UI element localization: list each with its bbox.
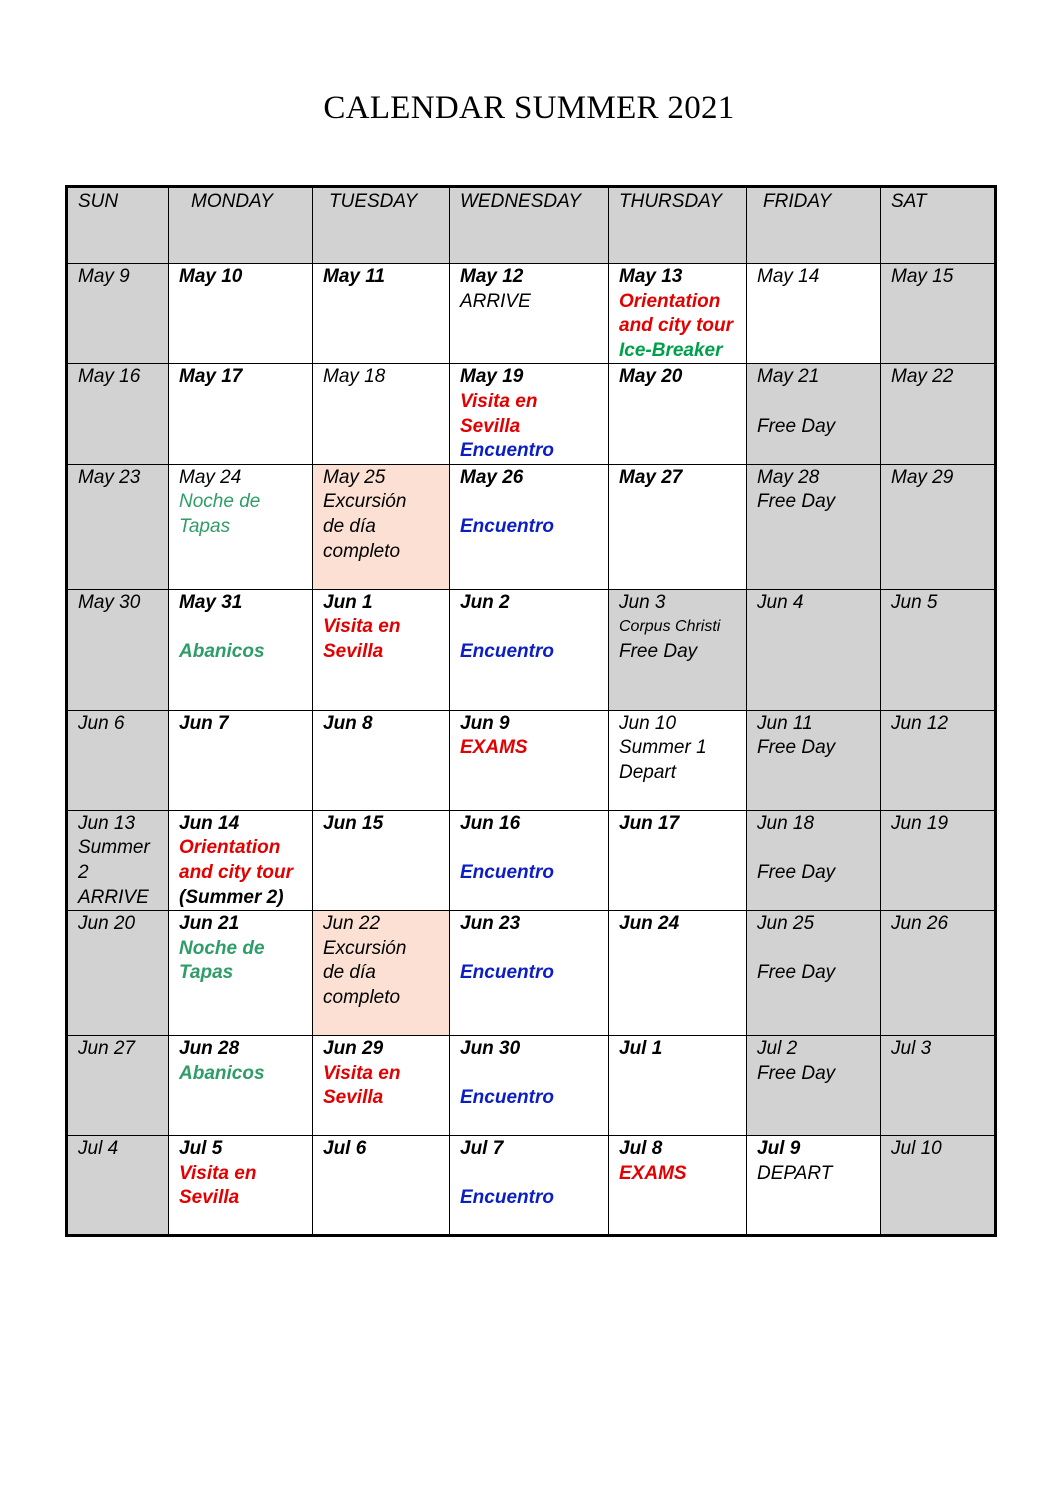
- event-text: Free Day: [619, 640, 698, 662]
- day-cell: [450, 911, 609, 1036]
- day-cell: [881, 810, 996, 910]
- day-date: Jul 1: [619, 1038, 663, 1060]
- spacer: [757, 836, 870, 861]
- day-date: Jun 16: [460, 812, 521, 834]
- spacer: [460, 615, 598, 640]
- event-text: Free Day: [757, 415, 836, 437]
- event-text: Encuentro: [460, 1187, 554, 1209]
- header-sun: [67, 187, 169, 264]
- day-date: Jun 5: [891, 591, 938, 613]
- day-date: May 16: [78, 366, 141, 388]
- day-date: Jun 15: [323, 812, 384, 834]
- day-date: Jun 12: [891, 712, 949, 734]
- day-date: Jul 6: [323, 1138, 367, 1160]
- day-cell: [747, 364, 881, 464]
- day-cell: [747, 264, 881, 364]
- week-row: [67, 364, 996, 464]
- day-date: Jun 3: [619, 591, 666, 613]
- event-text: (Summer 2): [179, 886, 284, 908]
- day-cell: [313, 710, 450, 810]
- day-cell: [881, 464, 996, 589]
- day-date: May 14: [757, 266, 820, 287]
- day-cell: [67, 911, 169, 1036]
- day-date: May 27: [619, 466, 683, 488]
- day-date: May 22: [891, 366, 954, 388]
- event-text: ARRIVE: [78, 886, 149, 908]
- day-cell: [747, 464, 881, 589]
- day-date: May 10: [179, 266, 243, 287]
- day-date: Jul 7: [460, 1138, 504, 1160]
- day-date: Jun 1: [323, 591, 373, 613]
- day-cell: [881, 364, 996, 464]
- day-cell: [67, 464, 169, 589]
- day-date: May 17: [179, 366, 243, 388]
- event-text: Noche de: [179, 937, 265, 959]
- spacer: [757, 390, 870, 415]
- event-text: Visita en: [460, 390, 538, 412]
- event-text: Sevilla: [323, 640, 384, 662]
- day-cell: [881, 911, 996, 1036]
- day-cell: [609, 810, 747, 910]
- day-date: May 19: [460, 366, 524, 388]
- header-friday: [747, 187, 881, 264]
- event-text: Orientation: [619, 290, 721, 312]
- day-date: Jun 28: [179, 1038, 240, 1060]
- day-cell: [609, 589, 747, 710]
- event-text: Encuentro: [460, 640, 554, 662]
- week-row: [67, 1036, 996, 1136]
- day-cell: [450, 364, 609, 464]
- day-cell: [169, 1036, 313, 1136]
- calendar-body: [67, 264, 996, 1236]
- event-text: Encuentro: [460, 515, 554, 537]
- event-text: 2: [78, 861, 89, 883]
- event-text: Depart: [619, 761, 677, 783]
- spacer: [460, 937, 598, 962]
- day-date: May 11: [323, 266, 385, 287]
- event-text: Sevilla: [460, 415, 521, 437]
- spacer: [460, 836, 598, 861]
- day-cell: [169, 810, 313, 910]
- header-thursday: [609, 187, 747, 264]
- day-date: May 28: [757, 466, 820, 488]
- event-text: Visita en: [323, 616, 401, 638]
- event-text: Encuentro: [460, 962, 554, 984]
- event-text: de día: [323, 962, 376, 984]
- day-cell: [67, 364, 169, 464]
- day-cell: [67, 710, 169, 810]
- day-cell: [169, 364, 313, 464]
- header-label: THURSDAY: [619, 191, 723, 212]
- day-date: May 9: [78, 266, 130, 287]
- day-cell: [747, 710, 881, 810]
- day-cell: [881, 710, 996, 810]
- day-date: May 26: [460, 466, 524, 488]
- header-monday: [169, 187, 313, 264]
- event-text: Abanicos: [179, 1062, 265, 1084]
- header-row: [67, 187, 996, 264]
- event-text: Ice-Breaker: [619, 339, 723, 361]
- event-text: Abanicos: [179, 640, 265, 662]
- day-date: May 23: [78, 466, 141, 488]
- week-row: [67, 710, 996, 810]
- header-label: MONDAY: [191, 191, 273, 212]
- day-cell: [313, 464, 450, 589]
- day-cell: [67, 810, 169, 910]
- day-cell: [67, 589, 169, 710]
- day-date: Jun 2: [460, 591, 510, 613]
- day-cell: [169, 589, 313, 710]
- event-text: Noche de: [179, 491, 261, 513]
- day-cell: [313, 1036, 450, 1136]
- spacer: [757, 937, 870, 962]
- event-text: Encuentro: [460, 861, 554, 883]
- day-date: Jul 2: [757, 1038, 798, 1060]
- header-label: WEDNESDAY: [460, 191, 582, 212]
- event-text: DEPART: [757, 1162, 833, 1184]
- day-date: May 13: [619, 266, 683, 287]
- day-date: Jun 13: [78, 812, 136, 834]
- week-row: [67, 264, 996, 364]
- event-text: Tapas: [179, 962, 234, 984]
- day-cell: [450, 1136, 609, 1236]
- day-date: Jun 19: [891, 812, 949, 834]
- day-cell: [313, 364, 450, 464]
- day-cell: [609, 710, 747, 810]
- event-text: Free Day: [757, 491, 836, 513]
- event-text: EXAMS: [460, 737, 528, 759]
- week-row: [67, 464, 996, 589]
- day-date: Jun 30: [460, 1038, 521, 1060]
- event-text: and city tour: [179, 861, 294, 883]
- day-cell: [881, 264, 996, 364]
- event-text: EXAMS: [619, 1162, 687, 1184]
- day-date: Jun 9: [460, 712, 510, 734]
- day-date: May 31: [179, 591, 243, 613]
- day-date: Jun 8: [323, 712, 373, 734]
- header-tuesday: [313, 187, 450, 264]
- day-date: May 21: [757, 366, 820, 388]
- event-text: Tapas: [179, 515, 231, 537]
- day-cell: [747, 911, 881, 1036]
- day-date: Jun 20: [78, 913, 136, 935]
- day-date: May 18: [323, 366, 386, 388]
- event-text: Summer: [78, 837, 150, 859]
- day-date: Jun 29: [323, 1038, 384, 1060]
- event-text: Visita en: [323, 1062, 401, 1084]
- header-label: SUN: [78, 191, 119, 212]
- day-date: Jul 4: [78, 1138, 119, 1160]
- event-text: Corpus Christi: [619, 618, 721, 636]
- day-date: May 30: [78, 591, 141, 613]
- day-date: Jun 6: [78, 712, 125, 734]
- day-cell: [450, 810, 609, 910]
- week-row: [67, 589, 996, 710]
- day-date: Jun 27: [78, 1038, 136, 1060]
- spacer: [179, 615, 302, 640]
- day-date: Jun 21: [179, 913, 240, 935]
- day-cell: [450, 710, 609, 810]
- day-cell: [313, 911, 450, 1036]
- day-date: Jun 23: [460, 913, 521, 935]
- header-label: TUESDAY: [329, 191, 418, 212]
- day-cell: [450, 264, 609, 364]
- week-row: [67, 911, 996, 1036]
- header-sat: [881, 187, 996, 264]
- event-text: Free Day: [757, 861, 836, 883]
- day-date: Jul 5: [179, 1138, 223, 1160]
- day-date: Jun 22: [323, 913, 381, 935]
- day-cell: [313, 1136, 450, 1236]
- day-cell: [881, 1136, 996, 1236]
- event-text: Free Day: [757, 1062, 836, 1084]
- day-cell: [747, 589, 881, 710]
- spacer: [460, 1062, 598, 1087]
- day-cell: [747, 1036, 881, 1136]
- day-cell: [609, 1136, 747, 1236]
- day-date: Jun 11: [757, 712, 813, 734]
- day-date: May 20: [619, 366, 683, 388]
- event-text: Encuentro: [460, 440, 554, 462]
- day-date: Jun 4: [757, 591, 804, 613]
- day-date: May 29: [891, 466, 954, 488]
- day-cell: [747, 1136, 881, 1236]
- day-cell: [609, 464, 747, 589]
- day-date: Jun 14: [179, 812, 240, 834]
- day-cell: [67, 1136, 169, 1236]
- day-cell: [67, 264, 169, 364]
- event-text: Summer 1: [619, 737, 707, 759]
- day-date: Jul 9: [757, 1138, 801, 1160]
- day-date: May 12: [460, 266, 524, 287]
- header-wednesday: [450, 187, 609, 264]
- day-date: Jun 18: [757, 812, 815, 834]
- spacer: [460, 490, 598, 515]
- day-date: May 24: [179, 466, 242, 488]
- day-date: Jul 10: [891, 1138, 942, 1160]
- day-cell: [609, 364, 747, 464]
- day-cell: [881, 589, 996, 710]
- day-date: Jun 17: [619, 812, 680, 834]
- page-title: CALENDAR SUMMER 2021: [323, 90, 735, 126]
- event-text: de día: [323, 515, 376, 537]
- event-text: completo: [323, 540, 401, 562]
- day-cell: [169, 464, 313, 589]
- event-text: and city tour: [619, 315, 734, 337]
- day-cell: [450, 464, 609, 589]
- day-date: Jun 24: [619, 913, 680, 935]
- day-cell: [747, 810, 881, 910]
- week-row: [67, 810, 996, 910]
- day-cell: [169, 911, 313, 1036]
- day-cell: [313, 264, 450, 364]
- day-cell: [313, 589, 450, 710]
- header-label: FRIDAY: [763, 191, 832, 212]
- day-cell: [450, 1036, 609, 1136]
- event-text: Orientation: [179, 837, 281, 859]
- day-cell: [169, 1136, 313, 1236]
- day-cell: [169, 264, 313, 364]
- event-text: Sevilla: [179, 1187, 240, 1209]
- day-cell: [450, 589, 609, 710]
- day-date: Jun 7: [179, 712, 229, 734]
- day-cell: [169, 710, 313, 810]
- day-cell: [609, 911, 747, 1036]
- day-date: Jun 25: [757, 913, 815, 935]
- day-cell: [881, 1036, 996, 1136]
- event-text: Excursión: [323, 491, 407, 513]
- day-date: May 15: [891, 266, 954, 287]
- day-cell: [609, 264, 747, 364]
- day-date: Jun 26: [891, 913, 949, 935]
- event-text: Excursión: [323, 937, 407, 959]
- day-cell: [67, 1036, 169, 1136]
- spacer: [460, 1162, 598, 1187]
- week-row: [67, 1136, 996, 1236]
- event-text: Free Day: [757, 737, 836, 759]
- event-text: Visita en: [179, 1162, 257, 1184]
- day-date: Jul 3: [891, 1038, 932, 1060]
- event-text: Free Day: [757, 962, 836, 984]
- day-date: May 25: [323, 466, 386, 488]
- day-date: Jun 10: [619, 712, 677, 734]
- header-label: SAT: [891, 191, 927, 212]
- event-text: completo: [323, 986, 401, 1008]
- day-cell: [609, 1036, 747, 1136]
- calendar-table: [65, 185, 997, 1237]
- event-text: Encuentro: [460, 1087, 554, 1109]
- event-text: ARRIVE: [460, 290, 531, 312]
- event-text: Sevilla: [323, 1087, 384, 1109]
- day-date: Jul 8: [619, 1138, 663, 1160]
- day-cell: [313, 810, 450, 910]
